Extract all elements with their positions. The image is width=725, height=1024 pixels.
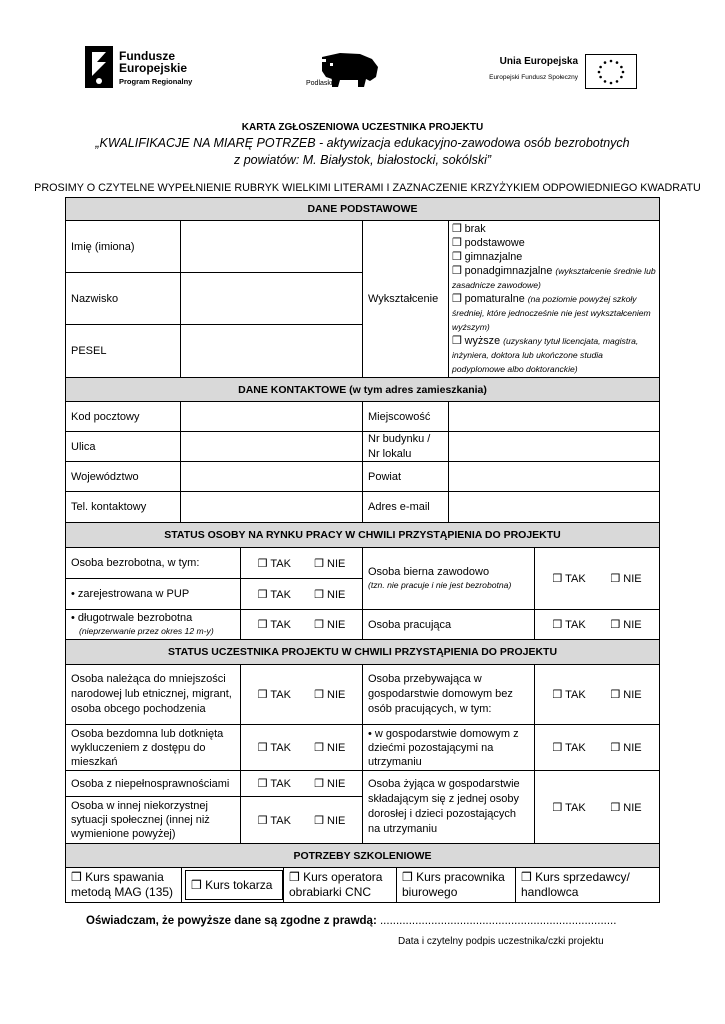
postal-code-field[interactable] [180,401,363,432]
longterm-text: • długotrwale bezrobotna [71,611,193,624]
disabled-options [240,770,363,797]
last-name-label: Nazwisko [65,272,181,325]
course-lathe-checkbox[interactable]: ❒ Kurs tokarza [185,870,283,900]
other-disadvantaged-tak-checkbox[interactable]: ❒ TAK [257,814,291,827]
unemployed-nie-checkbox[interactable]: ❒ NIE [314,557,346,570]
signature-line[interactable]: .......................................................................... [379,915,617,927]
project-title-line2: z powiatów: M. Białystok, białostocki, sokólski” [233,153,492,167]
section-training-heading: POTRZEBY SZKOLENIOWE [65,843,660,868]
edu-ponad-label: ❒ ponadgimnazjalne [452,265,553,277]
section-contact-heading: DANE KONTAKTOWE (w tym adres zamieszkania) [65,377,660,402]
fe-sub: Program Regionalny [119,77,193,86]
registered-nie-checkbox[interactable]: ❒ NIE [314,588,346,601]
edu-option-podstawowe[interactable]: ❒ podstawowe [452,237,525,249]
course-cnc-checkbox[interactable]: ❒ Kurs operatora obrabiarki CNC [283,867,397,903]
education-label: Wykształcenie [362,220,449,378]
edu-wyzsze-label: ❒ wyższe [452,335,501,347]
longterm-nie-checkbox[interactable]: ❒ NIE [314,619,346,631]
minority-options [240,664,363,725]
with-children-nie-checkbox[interactable]: ❒ NIE [610,742,642,754]
single-adult-tak-checkbox[interactable]: ❒ TAK [552,801,586,814]
county-field[interactable] [448,461,660,492]
single-adult-options [534,770,660,844]
jobless-household-tak-checkbox[interactable]: ❒ TAK [552,689,586,701]
declaration-text: Oświadczam, że powyższe dane są zgodne z prawdą: [86,915,377,927]
registered-options [240,578,363,610]
employed-options [534,609,660,640]
homeless-nie-checkbox[interactable]: ❒ NIE [314,742,346,754]
edu-option-gimnazjalne[interactable]: ❒ gimnazjalne [452,251,523,263]
eu-title: Unia Europejska [499,56,578,67]
jobless-household-nie-checkbox[interactable]: ❒ NIE [610,689,642,701]
employed-tak-checkbox[interactable]: ❒ TAK [552,619,586,631]
homeless-label: Osoba bezdomna lub dotknięta wykluczeniem z dostępu do mieszkań [65,724,241,771]
with-children-label: • w gospodarstwie domowym z dziećmi pozostającymi na utrzymaniu [362,724,535,771]
building-label-line2: Nr lokalu [368,447,412,460]
education-options [448,220,660,378]
registered-pup-label: • zarejestrowana w PUP [65,578,241,610]
single-adult-nie-checkbox[interactable]: ❒ NIE [610,801,642,814]
voivodeship-field[interactable] [180,461,363,492]
form-title: KARTA ZGŁOSZENIOWA UCZESTNIKA PROJEKTU [241,122,484,133]
unemployed-label: Osoba bezrobotna, w tym: [65,547,241,579]
building-number-label [362,431,449,462]
disabled-nie-checkbox[interactable]: ❒ NIE [314,778,346,790]
postal-code-label: Kod pocztowy [65,401,181,432]
section-status-heading: STATUS UCZESTNIKA PROJEKTU W CHWILI PRZYSTĄPIENIA DO PROJEKTU [65,639,660,665]
eu-subtitle: Europejski Fundusz Społeczny [489,74,578,81]
project-title-line1: „KWALIFIKACJE NA MIARĘ POTRZEB - aktywizacja edukacyjno-zawodowa osób bezrobotnych [95,136,630,150]
street-field[interactable] [180,431,363,462]
fill-instruction: PROSIMY O CZYTELNE WYPEŁNIENIE RUBRYK WIELKIMI LITERAMI I ZAZNACZENIE KRZYŻYKIEM ODPOWIEDNIEGO KWADRATU [34,182,701,194]
region-label: Podlaskie [306,80,337,87]
fe-text [119,50,192,88]
fe-star-logo-icon [85,46,113,88]
inactive-tak-checkbox[interactable]: ❒ TAK [552,573,586,585]
unemployed-options [240,547,363,579]
city-field[interactable] [448,401,660,432]
fe-line2: Europejskie [119,61,188,75]
course-sales-checkbox[interactable]: ❒ Kurs sprzedawcy/ handlowca [515,867,660,903]
inactive-options [534,547,660,610]
employed-nie-checkbox[interactable]: ❒ NIE [610,619,642,631]
disabled-label: Osoba z niepełnosprawnościami [65,770,241,797]
registered-tak-checkbox[interactable]: ❒ TAK [257,588,291,601]
other-disadvantaged-nie-checkbox[interactable]: ❒ NIE [314,814,346,827]
eu-logo [470,54,635,94]
single-adult-label: Osoba żyjąca w gospodarstwie składającym się z jednej osoby dorosłej i dzieci pozostających na utrzymaniu [362,770,535,844]
phone-field[interactable] [180,491,363,523]
first-name-label: Imię (imiona) [65,220,181,273]
street-label: Ulica [65,431,181,462]
building-number-field[interactable] [448,431,660,462]
minority-tak-checkbox[interactable]: ❒ TAK [257,689,291,701]
section-labor-heading: STATUS OSOBY NA RYNKU PRACY W CHWILI PRZYSTĄPIENIA DO PROJEKTU [65,522,660,548]
eu-flag-icon [585,54,637,89]
inactive-note: (tzn. nie pracuje i nie jest bezrobotna) [368,579,512,590]
with-children-tak-checkbox[interactable]: ❒ TAK [552,742,586,754]
voivodeship-label: Województwo [65,461,181,492]
minority-label: Osoba należąca do mniejszości narodowej lub etnicznej, migrant, osoba obcego pochodzenia [65,664,241,725]
edu-option-pomaturalne[interactable] [452,292,656,334]
edu-pomat-label: ❒ pomaturalne [452,293,525,305]
inactive-nie-checkbox[interactable]: ❒ NIE [610,573,642,585]
edu-option-wyzsze[interactable] [452,334,656,376]
minority-nie-checkbox[interactable]: ❒ NIE [314,689,346,701]
city-label: Miejscowość [362,401,449,432]
homeless-options [240,724,363,771]
inactive-text: Osoba bierna zawodowo [368,565,490,578]
county-label: Powiat [362,461,449,492]
pesel-field[interactable] [180,324,363,378]
course-welding-checkbox[interactable]: ❒ Kurs spawania metodą MAG (135) [65,867,182,903]
edu-wyzsze-note: (uzyskany tytuł licencjata, magistra, inżyniera, doktora lub ukończone studia podyplomowe albo doktoranckie) [452,336,639,374]
signature-caption: Data i czytelny podpis uczestnika/czki projektu [398,936,604,947]
longterm-label [65,609,241,640]
edu-option-ponadgimnazjalne[interactable] [452,264,656,292]
other-disadvantaged-label: Osoba w innej niekorzystnej sytuacji społecznej (innej niż wymienione powyżej) [65,796,241,844]
unemployed-tak-checkbox[interactable]: ❒ TAK [257,557,291,570]
fe-line1: Fundusze [119,49,175,63]
fundusze-europejskie-logo [85,46,210,92]
longterm-tak-checkbox[interactable]: ❒ TAK [257,619,291,631]
jobless-household-label: Osoba przebywająca w gospodarstwie domowym bez osób pracujących, w tym: [362,664,535,725]
last-name-field[interactable] [180,272,363,325]
email-label: Adres e-mail [362,491,449,523]
employed-label: Osoba pracująca [362,609,535,640]
longterm-options [240,609,363,640]
phone-label: Tel. kontaktowy [65,491,181,523]
pesel-label: PESEL [65,324,181,378]
edu-pomat-note: (na poziomie powyżej szkoły średniej, które jednocześnie nie jest wykształceniem wyższym) [452,294,651,332]
first-name-field[interactable] [180,220,363,273]
edu-ponad-note: (wykształcenie średnie lub zasadnicze zawodowe) [452,266,656,290]
declaration [86,915,616,927]
email-field[interactable] [448,491,660,523]
homeless-tak-checkbox[interactable]: ❒ TAK [257,742,291,754]
section-basic-heading: DANE PODSTAWOWE [65,197,660,221]
disabled-tak-checkbox[interactable]: ❒ TAK [257,778,291,790]
jobless-household-options [534,664,660,725]
logo-bar [0,44,725,94]
with-children-options [534,724,660,771]
building-label-line1: Nr budynku / [368,432,431,445]
course-office-checkbox[interactable]: ❒ Kurs pracownika biurowego [396,867,516,903]
other-disadvantaged-options [240,796,363,844]
longterm-note: (nieprzerwanie przez okres 12 m-y) [79,625,214,636]
inactive-label [362,547,535,610]
edu-option-brak[interactable]: ❒ brak [452,223,486,235]
